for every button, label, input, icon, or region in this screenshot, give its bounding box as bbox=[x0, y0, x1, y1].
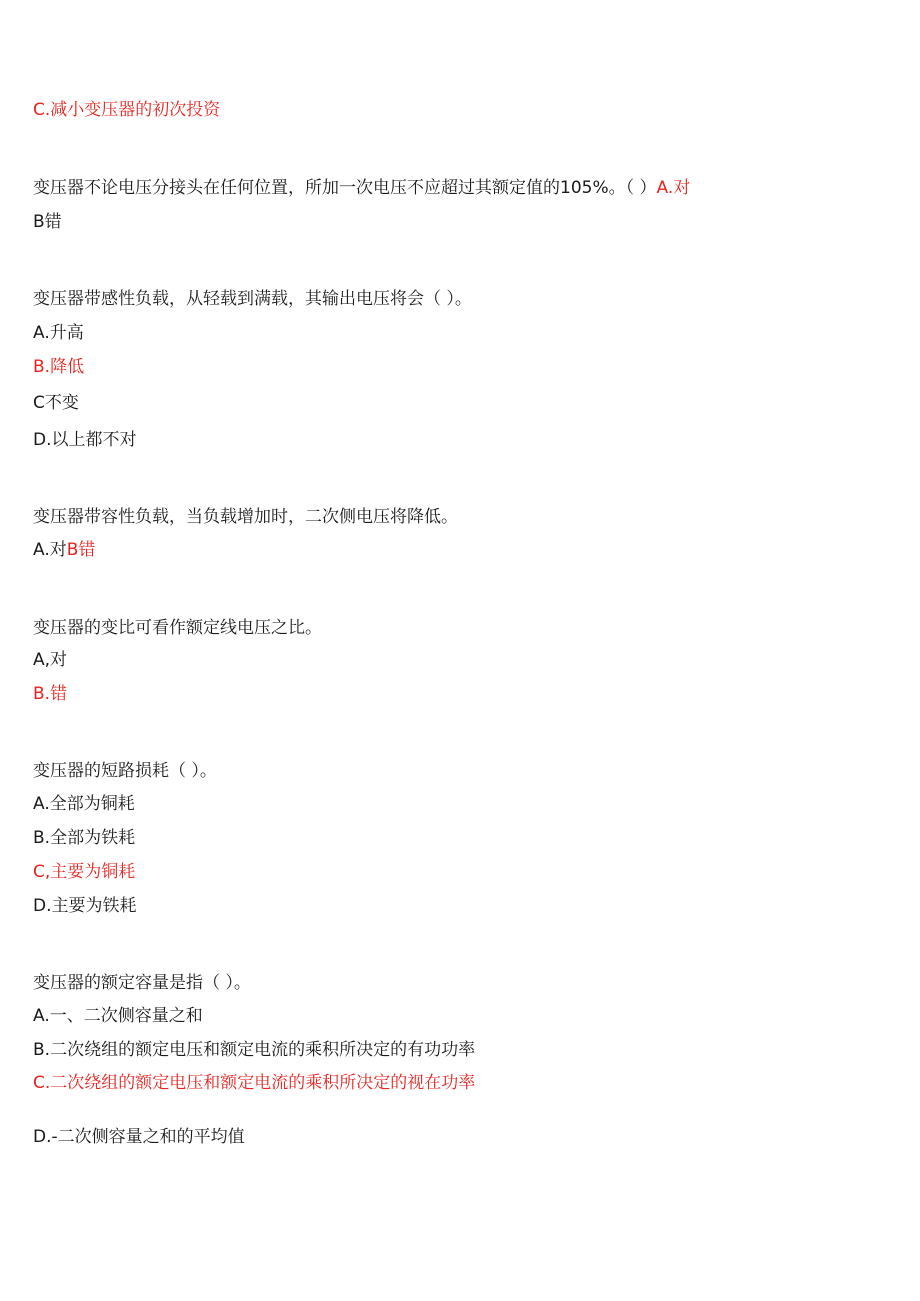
question-5-option-c: C,主要为铜耗 bbox=[33, 862, 136, 882]
question-6-option-d: D.-二次侧容量之和的平均值 bbox=[33, 1127, 245, 1147]
question-2-stem: 变压器带感性负载，从轻载到满载，其输出电压将会（ ）。 bbox=[33, 289, 472, 309]
question-2-option-b: B.降低 bbox=[33, 357, 85, 377]
question-3-option-b: B错 bbox=[66, 540, 96, 560]
question-0-option-c: C.减小变压器的初次投资 bbox=[33, 100, 221, 120]
question-6-stem: 变压器的额定容量是指（ ）。 bbox=[33, 973, 251, 993]
question-6-option-a: A.一、二次侧容量之和 bbox=[33, 1006, 203, 1026]
question-3-options bbox=[33, 538, 95, 562]
question-4-option-a: A,对 bbox=[33, 650, 68, 670]
question-1 bbox=[33, 176, 690, 200]
question-1-option-b: B错 bbox=[33, 212, 62, 232]
question-2-option-a: A.升高 bbox=[33, 323, 84, 343]
question-5-option-d: D.主要为铁耗 bbox=[33, 896, 137, 916]
question-5-stem: 变压器的短路损耗（ ）。 bbox=[33, 761, 217, 781]
question-4-stem: 变压器的变比可看作额定线电压之比。 bbox=[33, 618, 322, 638]
question-2-option-d: D.以上都不对 bbox=[33, 430, 137, 450]
question-1-stem: 变压器不论电压分接头在任何位置，所加一次电压不应超过其额定值的105%。（ ） bbox=[33, 178, 657, 198]
question-6-option-b: B.二次绕组的额定电压和额定电流的乘积所决定的有功功率 bbox=[33, 1040, 476, 1060]
question-5-option-b: B.全部为铁耗 bbox=[33, 828, 136, 848]
question-2-option-c: C不变 bbox=[33, 393, 79, 413]
question-6-option-c: C.二次绕组的额定电压和额定电流的乘积所决定的视在功率 bbox=[33, 1073, 476, 1093]
question-4-option-b: B.错 bbox=[33, 684, 68, 704]
question-1-option-a: A.对 bbox=[656, 178, 691, 198]
question-5-option-a: A.全部为铜耗 bbox=[33, 794, 135, 814]
question-3-option-a: A.对 bbox=[33, 540, 67, 560]
question-3-stem: 变压器带容性负载，当负载增加时，二次侧电压将降低。 bbox=[33, 507, 458, 527]
